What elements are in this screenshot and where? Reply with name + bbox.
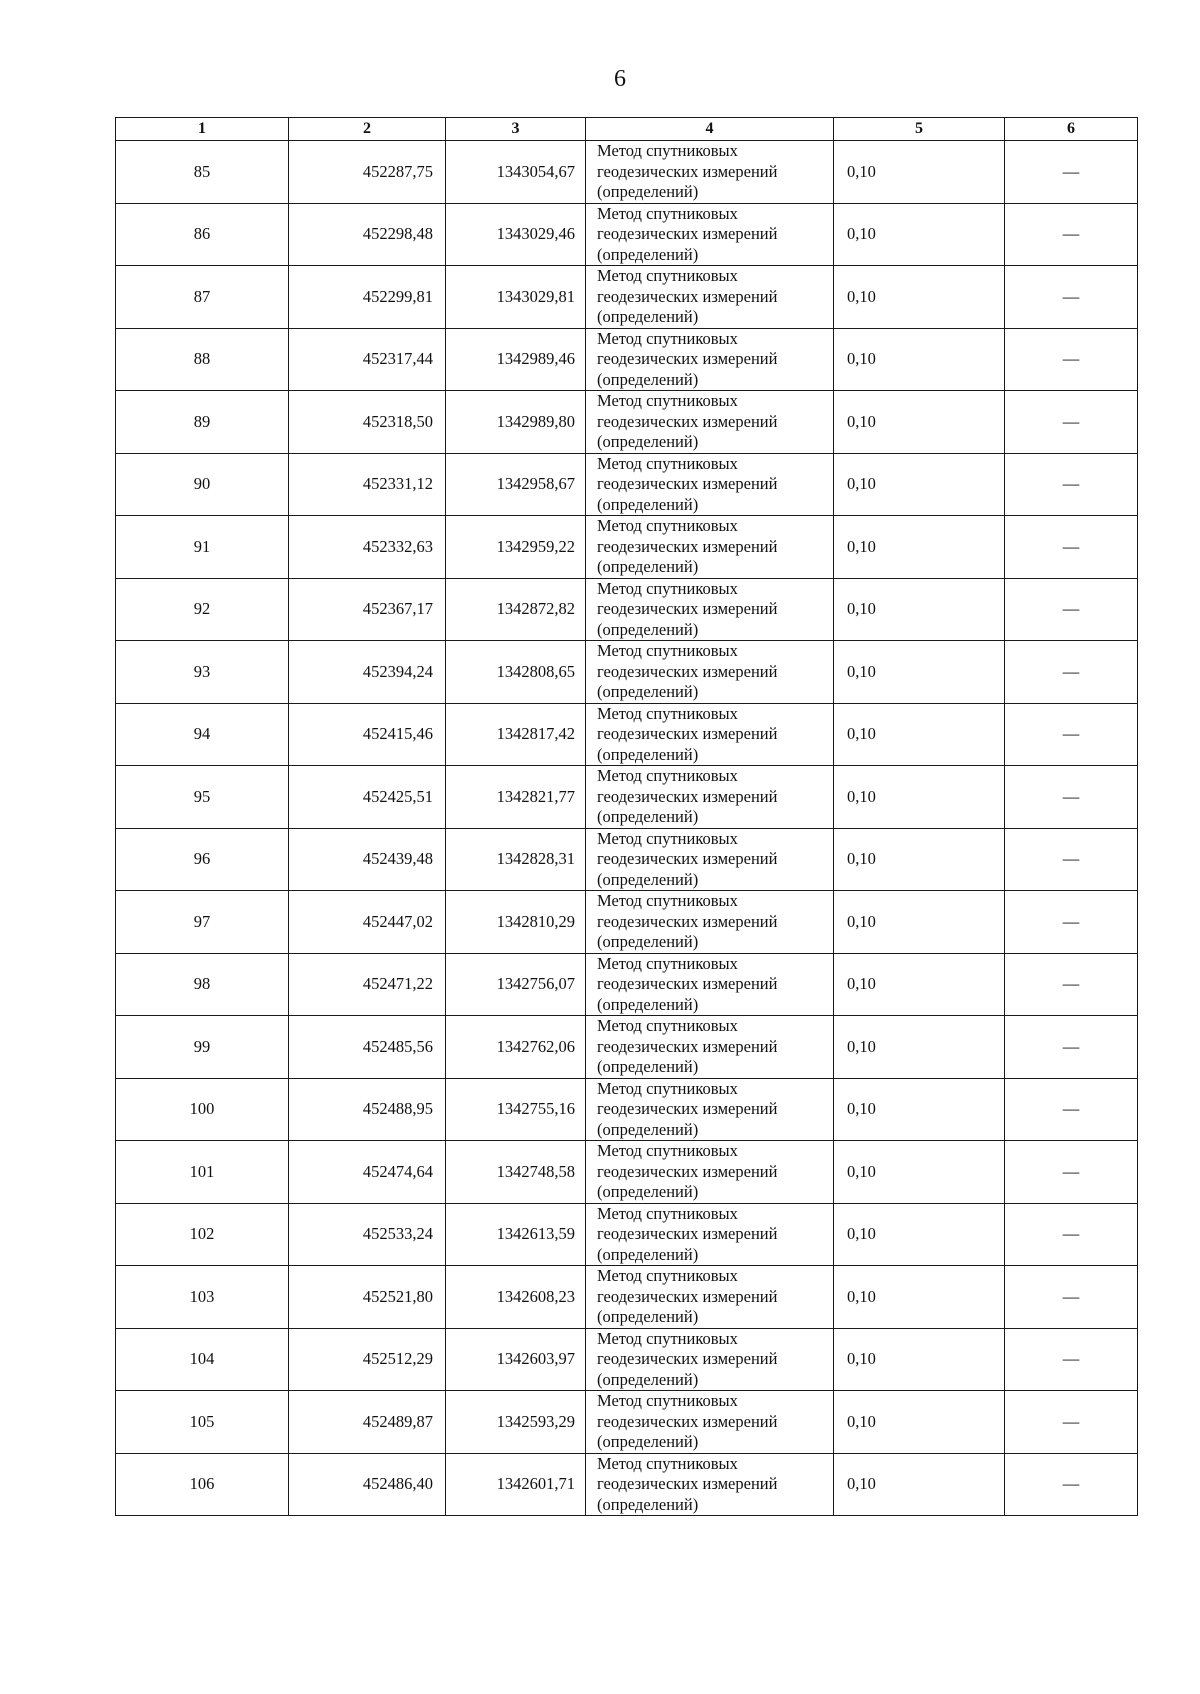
- method-line-1: Метод спутниковых: [597, 516, 738, 535]
- accuracy-value: 0,10: [834, 766, 1005, 829]
- coordinate-x: 452488,95: [289, 1078, 446, 1141]
- point-number: 99: [116, 1016, 289, 1079]
- point-number: 90: [116, 453, 289, 516]
- method-line-2: геодезических измерений: [597, 286, 778, 306]
- header-col-5: 5: [834, 118, 1005, 141]
- method-line-3: (определений): [597, 1119, 699, 1139]
- note-dash: —: [1005, 828, 1138, 891]
- table-row: [116, 578, 1138, 641]
- method-line-1: Метод спутниковых: [597, 1453, 738, 1473]
- note-dash: —: [1005, 766, 1138, 829]
- method-line-2: геодезических измерений: [597, 1036, 778, 1056]
- accuracy-value: 0,10: [834, 453, 1005, 516]
- point-number: 102: [116, 1203, 289, 1266]
- accuracy-value: 0,10: [834, 641, 1005, 704]
- note-dash: —: [1005, 141, 1138, 204]
- note-dash: —: [1005, 1328, 1138, 1391]
- method-line-1: Метод спутниковых: [597, 891, 738, 910]
- coordinate-x: 452425,51: [289, 766, 446, 829]
- table-row: [116, 266, 1138, 329]
- method-line-3: (определений): [597, 244, 699, 264]
- note-dash: —: [1005, 1391, 1138, 1454]
- method-line-3: (определений): [597, 1369, 699, 1389]
- method-line-2: геодезических измерений: [597, 849, 778, 868]
- method-line-3: (определений): [597, 994, 699, 1014]
- method-line-1: Метод спутниковых: [597, 578, 738, 598]
- method-line-1: Метод спутниковых: [597, 141, 738, 160]
- method-line-2: геодезических измерений: [597, 349, 778, 368]
- coordinate-x: 452415,46: [289, 703, 446, 766]
- coordinate-x: 452486,40: [289, 1453, 446, 1516]
- coordinate-y: 1342989,46: [446, 328, 586, 391]
- table-row: [116, 1328, 1138, 1391]
- accuracy-value: 0,10: [834, 703, 1005, 766]
- coordinate-x: 452521,80: [289, 1266, 446, 1329]
- method-line-2: геодезических измерений: [597, 1099, 778, 1118]
- accuracy-value: 0,10: [834, 1141, 1005, 1204]
- method-line-3: (определений): [597, 807, 699, 826]
- accuracy-value: 0,10: [834, 578, 1005, 641]
- coordinate-y: 1342593,29: [446, 1391, 586, 1454]
- method-cell: [586, 516, 834, 579]
- coordinate-x: 452298,48: [289, 203, 446, 266]
- coordinate-y: 1342821,77: [446, 766, 586, 829]
- note-dash: —: [1005, 453, 1138, 516]
- method-line-2: геодезических измерений: [597, 1474, 778, 1493]
- point-number: 98: [116, 953, 289, 1016]
- point-number: 96: [116, 828, 289, 891]
- table-row: [116, 703, 1138, 766]
- header-col-3: 3: [446, 118, 586, 141]
- accuracy-value: 0,10: [834, 1203, 1005, 1266]
- method-line-2: геодезических измерений: [597, 1411, 778, 1431]
- method-line-3: (определений): [597, 1432, 699, 1451]
- method-line-1: Метод спутниковых: [597, 1328, 738, 1348]
- note-dash: —: [1005, 641, 1138, 704]
- method-cell: [586, 641, 834, 704]
- method-line-3: (определений): [597, 494, 699, 514]
- method-line-3: (определений): [597, 1244, 699, 1264]
- header-col-6: 6: [1005, 118, 1138, 141]
- note-dash: —: [1005, 891, 1138, 954]
- accuracy-value: 0,10: [834, 266, 1005, 329]
- coordinate-y: 1342817,42: [446, 703, 586, 766]
- table-row: [116, 828, 1138, 891]
- method-cell: [586, 391, 834, 454]
- method-line-3: (определений): [597, 369, 699, 389]
- table-row: [116, 516, 1138, 579]
- method-line-3: (определений): [597, 1057, 699, 1076]
- method-cell: [586, 891, 834, 954]
- accuracy-value: 0,10: [834, 1016, 1005, 1079]
- method-line-3: (определений): [597, 932, 699, 951]
- method-line-2: геодезических измерений: [597, 661, 778, 681]
- accuracy-value: 0,10: [834, 1328, 1005, 1391]
- method-cell: [586, 578, 834, 641]
- coordinate-x: 452332,63: [289, 516, 446, 579]
- table-row: [116, 1016, 1138, 1079]
- accuracy-value: 0,10: [834, 1266, 1005, 1329]
- method-cell: [586, 953, 834, 1016]
- method-line-2: геодезических измерений: [597, 224, 778, 243]
- method-line-1: Метод спутниковых: [597, 266, 738, 285]
- method-cell: [586, 266, 834, 329]
- table-row: [116, 1266, 1138, 1329]
- method-line-1: Метод спутниковых: [597, 1391, 738, 1410]
- note-dash: —: [1005, 1078, 1138, 1141]
- point-number: 93: [116, 641, 289, 704]
- coordinate-x: 452394,24: [289, 641, 446, 704]
- header-row: [116, 118, 1138, 141]
- point-number: 92: [116, 578, 289, 641]
- header-col-4: 4: [586, 118, 834, 141]
- coordinate-y: 1342959,22: [446, 516, 586, 579]
- coordinate-x: 452512,29: [289, 1328, 446, 1391]
- note-dash: —: [1005, 953, 1138, 1016]
- point-number: 85: [116, 141, 289, 204]
- accuracy-value: 0,10: [834, 1453, 1005, 1516]
- coordinate-y: 1342613,59: [446, 1203, 586, 1266]
- accuracy-value: 0,10: [834, 203, 1005, 266]
- accuracy-value: 0,10: [834, 328, 1005, 391]
- table-row: [116, 1141, 1138, 1204]
- method-line-3: (определений): [597, 1494, 699, 1514]
- accuracy-value: 0,10: [834, 1391, 1005, 1454]
- method-cell: [586, 1453, 834, 1516]
- method-line-2: геодезических измерений: [597, 1161, 778, 1181]
- method-line-2: геодезических измерений: [597, 911, 778, 931]
- point-number: 106: [116, 1453, 289, 1516]
- method-cell: [586, 703, 834, 766]
- table-row: [116, 1078, 1138, 1141]
- coordinate-y: 1343054,67: [446, 141, 586, 204]
- accuracy-value: 0,10: [834, 516, 1005, 579]
- method-cell: [586, 453, 834, 516]
- coordinate-x: 452439,48: [289, 828, 446, 891]
- method-line-2: геодезических измерений: [597, 1224, 778, 1243]
- method-line-1: Метод спутниковых: [597, 1078, 738, 1098]
- accuracy-value: 0,10: [834, 141, 1005, 204]
- coordinate-y: 1342748,58: [446, 1141, 586, 1204]
- method-cell: [586, 1328, 834, 1391]
- note-dash: —: [1005, 1141, 1138, 1204]
- method-line-1: Метод спутниковых: [597, 766, 738, 785]
- method-line-1: Метод спутниковых: [597, 203, 738, 223]
- note-dash: —: [1005, 1266, 1138, 1329]
- method-line-3: (определений): [597, 557, 699, 576]
- coordinate-x: 452447,02: [289, 891, 446, 954]
- table-row: [116, 328, 1138, 391]
- point-number: 101: [116, 1141, 289, 1204]
- method-line-1: Метод спутниковых: [597, 1016, 738, 1035]
- method-line-3: (определений): [597, 869, 699, 889]
- table-row: [116, 1453, 1138, 1516]
- table-row: [116, 953, 1138, 1016]
- method-cell: [586, 141, 834, 204]
- page-number: 6: [614, 66, 626, 92]
- method-line-3: (определений): [597, 744, 699, 764]
- coordinate-y: 1342958,67: [446, 453, 586, 516]
- table-row: [116, 891, 1138, 954]
- coordinate-y: 1342872,82: [446, 578, 586, 641]
- coordinate-y: 1342608,23: [446, 1266, 586, 1329]
- method-line-3: (определений): [597, 619, 699, 639]
- method-cell: [586, 1141, 834, 1204]
- method-line-2: геодезических измерений: [597, 974, 778, 993]
- coordinate-x: 452474,64: [289, 1141, 446, 1204]
- coordinate-x: 452533,24: [289, 1203, 446, 1266]
- method-cell: [586, 1203, 834, 1266]
- method-line-1: Метод спутниковых: [597, 703, 738, 723]
- point-number: 89: [116, 391, 289, 454]
- accuracy-value: 0,10: [834, 891, 1005, 954]
- coordinate-x: 452299,81: [289, 266, 446, 329]
- table-row: [116, 453, 1138, 516]
- table-body: [116, 141, 1138, 1516]
- coordinate-x: 452471,22: [289, 953, 446, 1016]
- coordinate-y: 1342989,80: [446, 391, 586, 454]
- coordinate-y: 1342828,31: [446, 828, 586, 891]
- method-line-1: Метод спутниковых: [597, 828, 738, 848]
- note-dash: —: [1005, 1453, 1138, 1516]
- method-line-2: геодезических измерений: [597, 1286, 778, 1306]
- point-number: 95: [116, 766, 289, 829]
- method-cell: [586, 1266, 834, 1329]
- point-number: 87: [116, 266, 289, 329]
- method-cell: [586, 1016, 834, 1079]
- table-row: [116, 1391, 1138, 1454]
- header-col-1: 1: [116, 118, 289, 141]
- coordinate-x: 452331,12: [289, 453, 446, 516]
- method-line-1: Метод спутниковых: [597, 1141, 738, 1160]
- coordinate-y: 1342810,29: [446, 891, 586, 954]
- note-dash: —: [1005, 266, 1138, 329]
- point-number: 97: [116, 891, 289, 954]
- coordinate-x: 452318,50: [289, 391, 446, 454]
- header-col-2: 2: [289, 118, 446, 141]
- note-dash: —: [1005, 328, 1138, 391]
- coordinate-x: 452287,75: [289, 141, 446, 204]
- coordinate-y: 1342603,97: [446, 1328, 586, 1391]
- point-number: 91: [116, 516, 289, 579]
- note-dash: —: [1005, 1016, 1138, 1079]
- method-cell: [586, 766, 834, 829]
- accuracy-value: 0,10: [834, 953, 1005, 1016]
- point-number: 86: [116, 203, 289, 266]
- method-line-2: геодезических измерений: [597, 599, 778, 618]
- accuracy-value: 0,10: [834, 391, 1005, 454]
- method-line-1: Метод спутниковых: [597, 953, 738, 973]
- table-row: [116, 766, 1138, 829]
- method-line-1: Метод спутниковых: [597, 1266, 738, 1285]
- coordinates-table: [115, 117, 1138, 1516]
- point-number: 104: [116, 1328, 289, 1391]
- method-line-3: (определений): [597, 432, 699, 451]
- coordinate-x: 452489,87: [289, 1391, 446, 1454]
- method-line-3: (определений): [597, 307, 699, 326]
- method-cell: [586, 203, 834, 266]
- accuracy-value: 0,10: [834, 828, 1005, 891]
- method-line-3: (определений): [597, 1307, 699, 1326]
- table-header: [116, 118, 1138, 141]
- method-cell: [586, 328, 834, 391]
- coordinate-y: 1343029,81: [446, 266, 586, 329]
- method-line-3: (определений): [597, 682, 699, 701]
- coordinate-y: 1343029,46: [446, 203, 586, 266]
- coordinate-x: 452485,56: [289, 1016, 446, 1079]
- coordinate-y: 1342762,06: [446, 1016, 586, 1079]
- note-dash: —: [1005, 703, 1138, 766]
- method-line-1: Метод спутниковых: [597, 328, 738, 348]
- point-number: 88: [116, 328, 289, 391]
- method-line-2: геодезических измерений: [597, 724, 778, 743]
- point-number: 100: [116, 1078, 289, 1141]
- point-number: 94: [116, 703, 289, 766]
- method-cell: [586, 1078, 834, 1141]
- note-dash: —: [1005, 391, 1138, 454]
- coordinate-y: 1342808,65: [446, 641, 586, 704]
- note-dash: —: [1005, 516, 1138, 579]
- coordinate-x: 452367,17: [289, 578, 446, 641]
- coordinate-y: 1342755,16: [446, 1078, 586, 1141]
- method-cell: [586, 828, 834, 891]
- note-dash: —: [1005, 203, 1138, 266]
- table-row: [116, 203, 1138, 266]
- method-line-3: (определений): [597, 182, 699, 201]
- accuracy-value: 0,10: [834, 1078, 1005, 1141]
- method-line-2: геодезических измерений: [597, 474, 778, 493]
- table-row: [116, 141, 1138, 204]
- coordinate-x: 452317,44: [289, 328, 446, 391]
- method-line-2: геодезических измерений: [597, 786, 778, 806]
- table-row: [116, 1203, 1138, 1266]
- point-number: 105: [116, 1391, 289, 1454]
- method-line-1: Метод спутниковых: [597, 641, 738, 660]
- method-line-2: геодезических измерений: [597, 161, 778, 181]
- method-line-1: Метод спутниковых: [597, 391, 738, 410]
- method-line-1: Метод спутниковых: [597, 453, 738, 473]
- method-line-3: (определений): [597, 1182, 699, 1201]
- coordinate-y: 1342601,71: [446, 1453, 586, 1516]
- method-line-1: Метод спутниковых: [597, 1203, 738, 1223]
- method-line-2: геодезических измерений: [597, 536, 778, 556]
- table-row: [116, 391, 1138, 454]
- method-line-2: геодезических измерений: [597, 1349, 778, 1368]
- note-dash: —: [1005, 578, 1138, 641]
- table-row: [116, 641, 1138, 704]
- note-dash: —: [1005, 1203, 1138, 1266]
- method-line-2: геодезических измерений: [597, 411, 778, 431]
- coordinate-y: 1342756,07: [446, 953, 586, 1016]
- method-cell: [586, 1391, 834, 1454]
- point-number: 103: [116, 1266, 289, 1329]
